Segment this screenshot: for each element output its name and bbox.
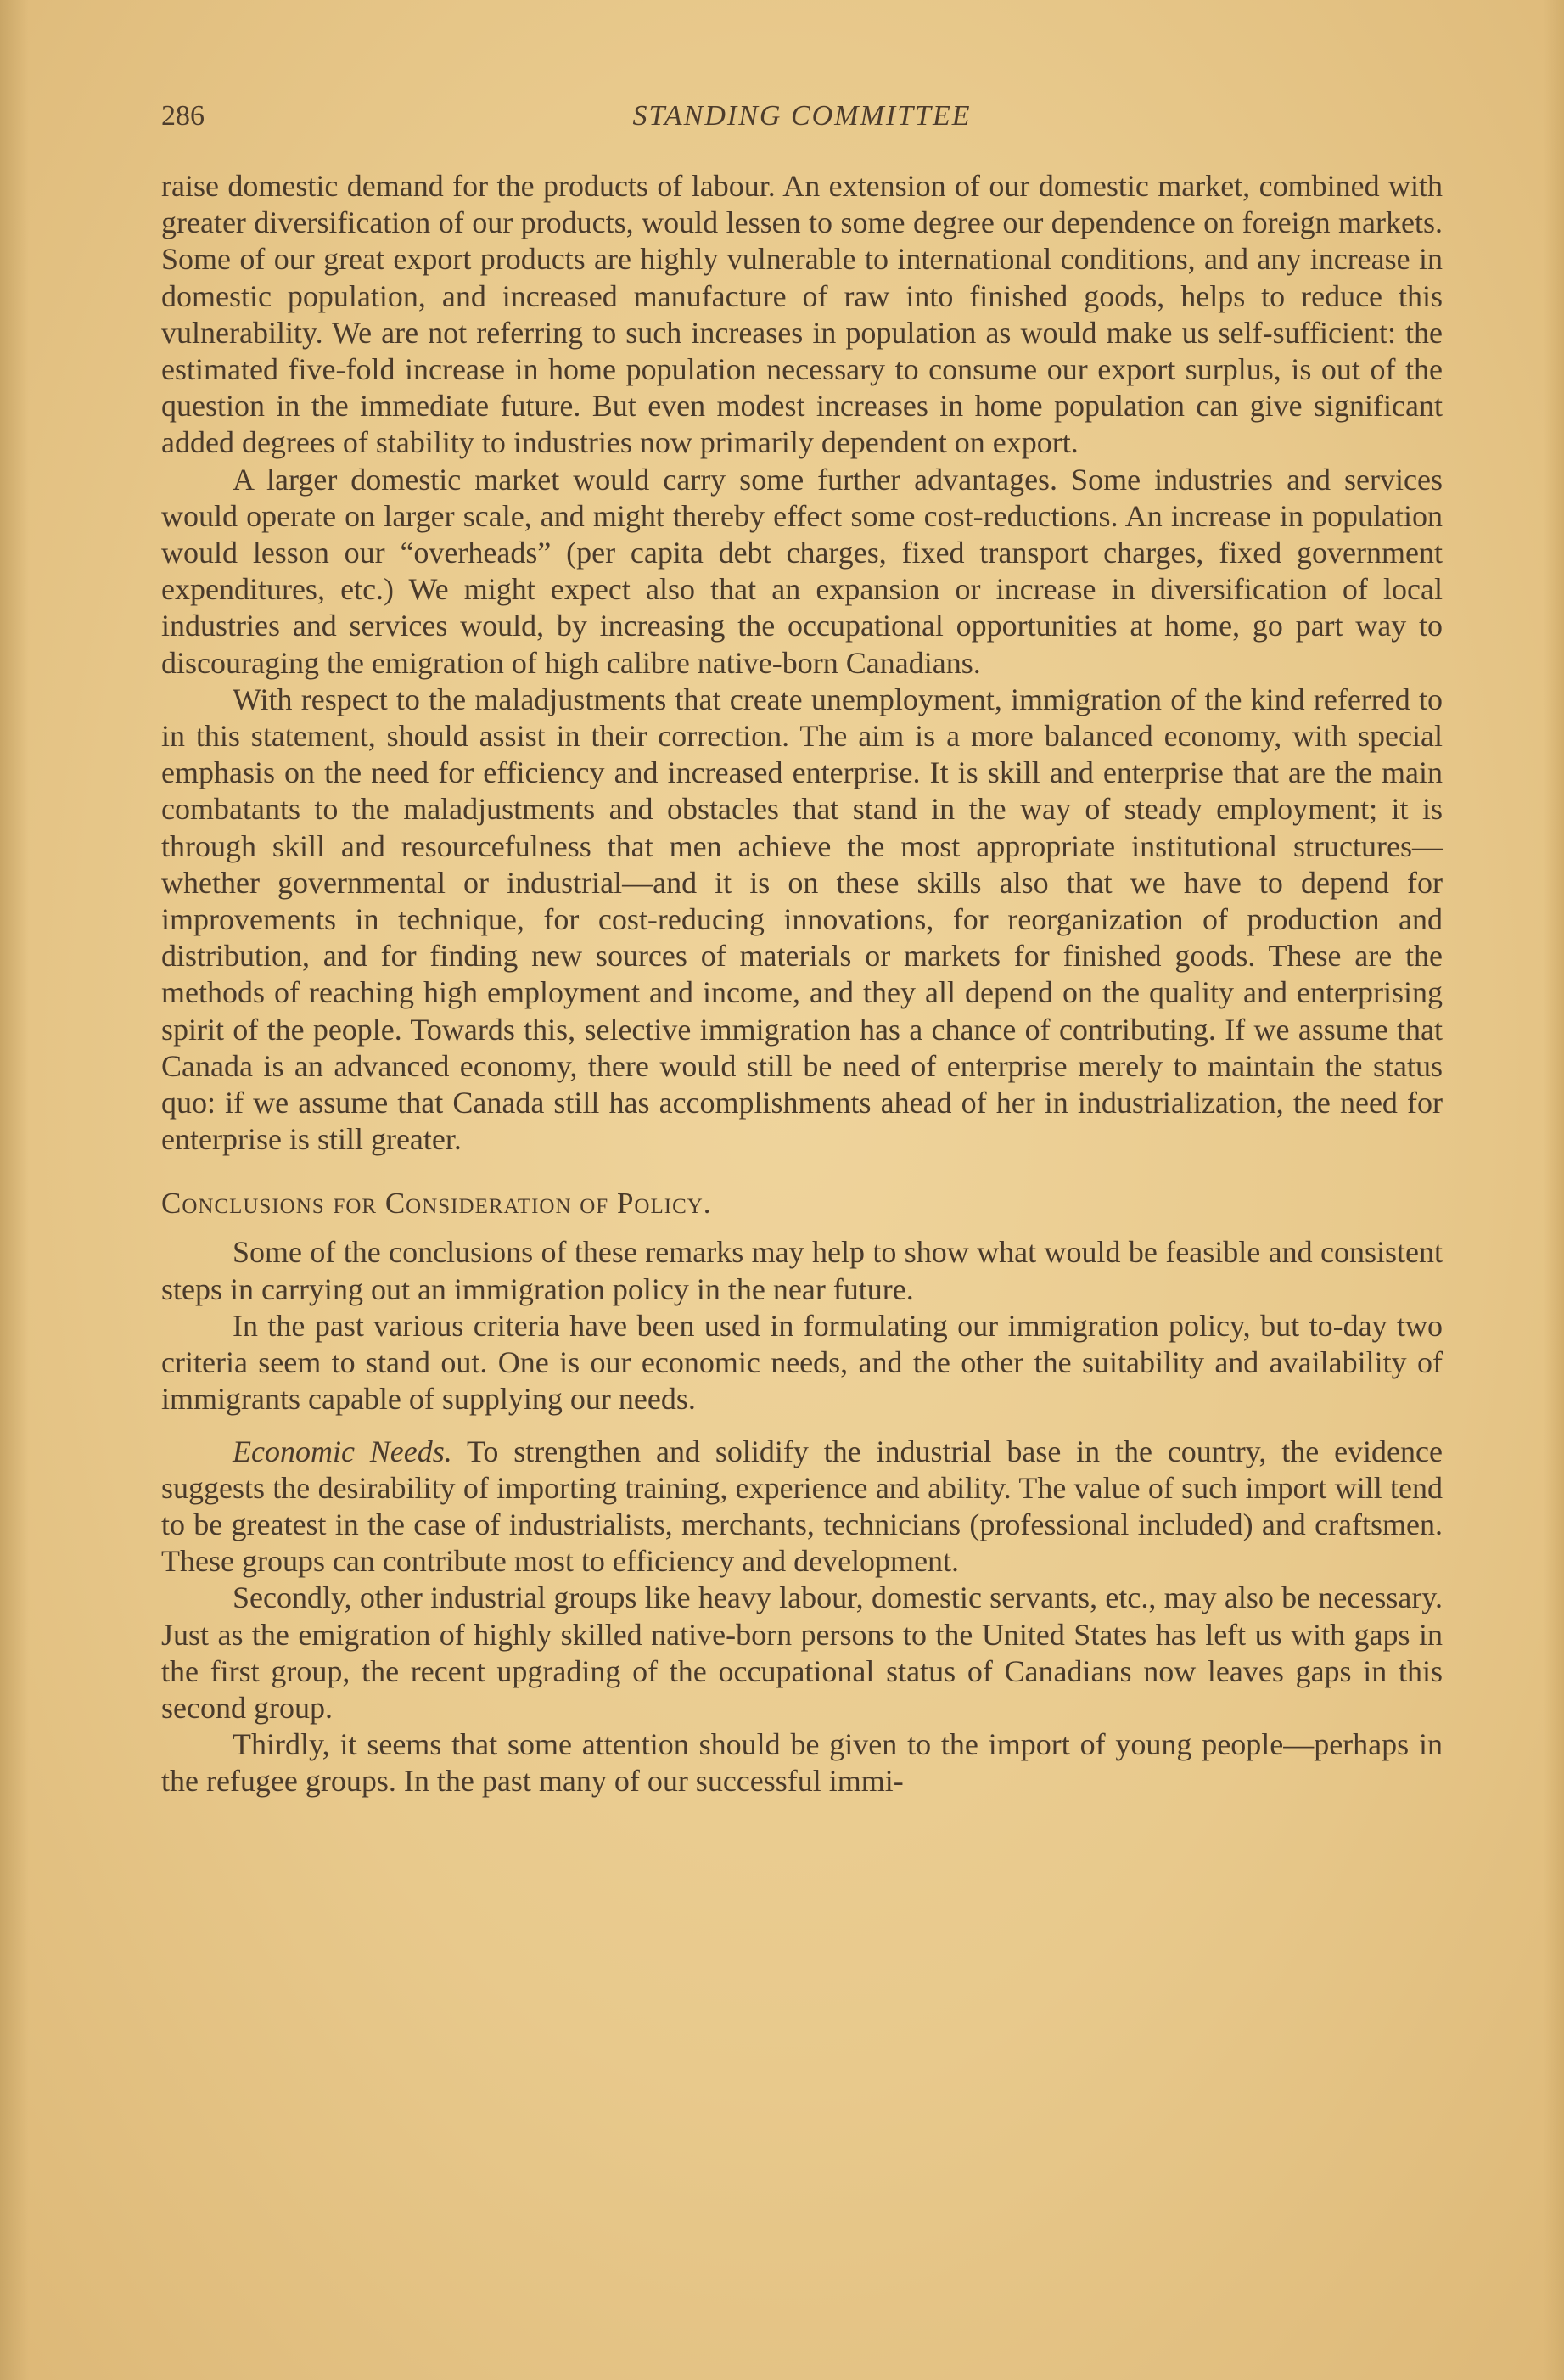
paragraph-conclusions-intro: Some of the conclusions of these remarks may help to show what would be feasible and consistent steps in carrying out an immigration policy in the near future. — [161, 1235, 1443, 1306]
paragraph-thirdly: Thirdly, it seems that some attention should be given to the import of young people—perhaps in the refugee groups. In the past many of our successful immi- — [161, 1727, 1443, 1799]
economic-needs-text: To strengthen and solidify the industrial base in the country, the evidence suggests the desirability of importing training, experience and ability. The value of such import will tend to be greatest in the case of industrialists, merchants, technicians (professional included) and craftsmen. These groups can contribute most to efficiency and development. — [161, 1434, 1443, 1579]
running-header — [161, 95, 1443, 138]
body-text — [161, 168, 1443, 1800]
paragraph-criteria: In the past various criteria have been used in formulating our immigration policy, but to-day two criteria seem to stand out. One is our economic needs, and the other the suitability and availability of immigrants capable of supplying our needs. — [161, 1308, 1443, 1417]
paragraph-economic-needs — [161, 1434, 1443, 1580]
page-number: 286 — [161, 100, 205, 132]
paragraph-continuation: raise domestic demand for the products of labour. An extension of our domestic market, combined with greater diversification of our products, would lessen to some degree our dependence on foreign markets. Some of our great export products are highly vulnerable to international conditions, and any increase in domestic population, and increased manufacture of raw into finished goods, helps to reduce this vulnerability. We are not referring to such increases in population as would make us self-sufficient: the estimated five-fold increase in home population necessary to consume our export surplus, is out of the question in the immediate future. But even modest increases in home population can give significant added degrees of stability to industries now primarily dependent on export. — [161, 169, 1443, 460]
paragraph-secondly: Secondly, other industrial groups like heavy labour, domestic servants, etc., may also be necessary. Just as the emigration of highly skilled native-born persons to the United States has left us with gaps in the first group, the recent upgrading of the occupational status of Canadians now leaves gaps in this second group. — [161, 1580, 1443, 1725]
paragraph-domestic-market: A larger domestic market would carry some further advantages. Some industries and services would operate on larger scale, and might thereby effect some cost-reductions. An increase in population would lesson our “overheads” (per capita debt charges, fixed transport charges, fixed government expenditures, etc.) We might expect also that an expansion or increase in diversification of local industries and services would, by increasing the occupational opportunities at home, go part way to discouraging the emigration of high calibre native-born Canadians. — [161, 462, 1443, 680]
economic-needs-lead: Economic Needs. — [233, 1434, 452, 1468]
paragraph-maladjustments: With respect to the maladjustments that create unemployment, immigration of the kind referred to in this statement, should assist in their correction. The aim is a more balanced economy, with special emphasis on the need for efficiency and increased enterprise. It is skill and enterprise that are the main combatants to the maladjustments and obstacles that stand in the way of steady employment; it is through skill and resourcefulness that men achieve the most appropriate institutional structures—whether governmental or industrial—and it is on these skills also that we have to depend for improvements in technique, for cost-reducing innovations, for reorganization of production and distribution, and for finding new sources of materials or markets for finished goods. These are the methods of reaching high employment and income, and they all depend on the quality and enterprising spirit of the people. Towards this, selective immigration has a chance of contributing. If we assume that Canada is an advanced economy, there would still be need of enterprise merely to maintain the status quo: if we assume that Canada still has accomplishments ahead of her in industrialization, the need for enterprise is still greater. — [161, 682, 1443, 1157]
section-heading: Conclusions for Consideration of Policy. — [161, 1187, 712, 1221]
running-title: STANDING COMMITTEE — [632, 100, 972, 132]
